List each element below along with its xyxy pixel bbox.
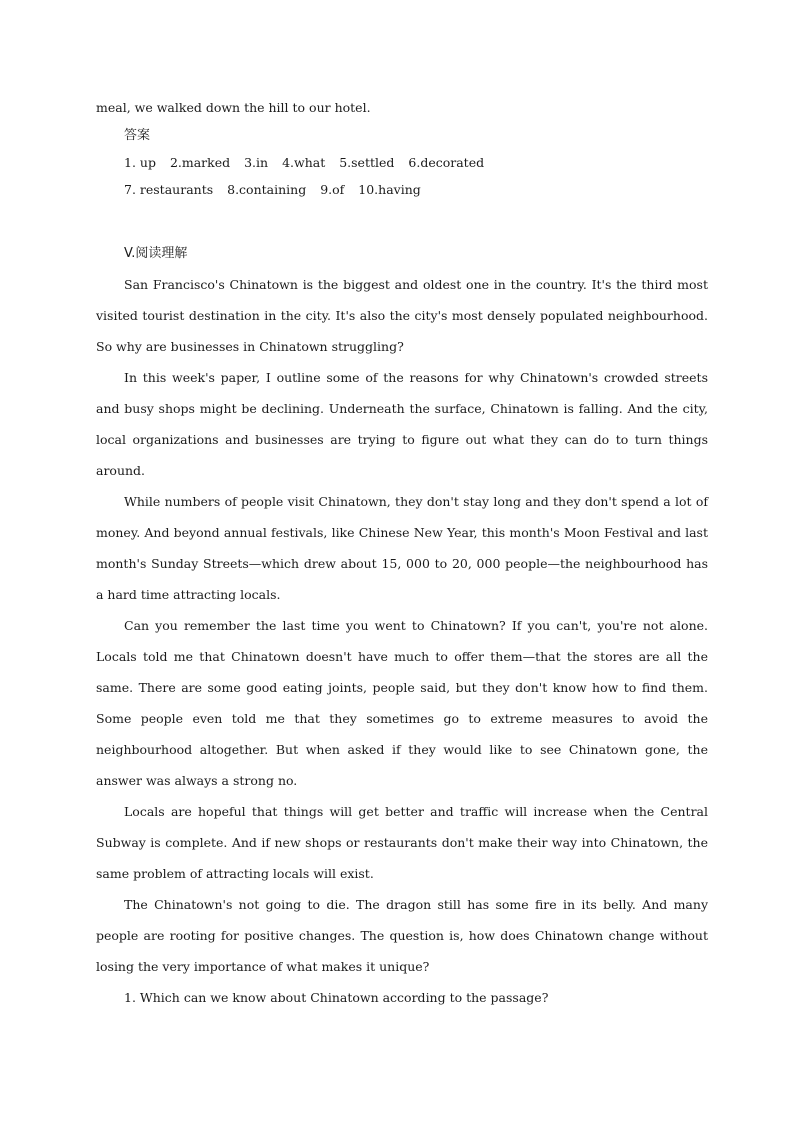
answer-item: 10.having [358,182,421,197]
answer-item: 5.settled [339,155,395,170]
answers-row-1 [96,149,708,176]
answer-item: 3.in [244,155,269,170]
answer-item: 8.containing [227,182,307,197]
previous-passage-end: meal, we walked down the hill to our hotel. [96,100,371,115]
answer-item: 4.what [282,155,326,170]
document-page [96,92,708,1013]
passage-paragraph: Can you remember the last time you went to Chinatown? If you can't, you're not alone. Locals told me that Chinatown doesn't have much to offer them—that the stores are all the same. There are some good eating joints, people said, but they don't know how to find them. Some people even told me that they sometimes go to extreme measures to avoid the neighbourhood altogether. But when asked if they would like to see Chinatown gone, the answer was always a strong no. [96,618,708,788]
answer-heading: 答案 [124,128,151,143]
passage-paragraph: The Chinatown's not going to die. The dragon still has some fire in its belly. And many people are rooting for positive changes. The question is, how does Chinatown change without losing the very importance of what makes it unique? [96,897,708,974]
answer-item: 6.decorated [408,155,485,170]
passage-paragraph: While numbers of people visit Chinatown, they don't stay long and they don't spend a lot of money. And beyond annual festivals, like Chinese New Year, this month's Moon Festival and last month's Sunday Streets—which drew about 15, 000 to 20, 000 people—the neighbourhood has a hard time attracting locals. [96,494,708,602]
answers-row-2 [96,176,708,203]
passage-paragraph: San Francisco's Chinatown is the biggest and oldest one in the country. It's the third most visited tourist destination in the city. It's also the city's most densely populated neighbourhood. So why are businesses in Chinatown struggling? [96,277,708,354]
section-title: V.阅读理解 [124,246,188,261]
answer-item: 7. restaurants [124,182,214,197]
answer-item: 1. up [124,155,156,170]
answer-item: 2.marked [169,155,231,170]
answer-item: 9.of [320,182,345,197]
question-1: 1. Which can we know about Chinatown according to the passage? [124,990,549,1005]
passage-paragraph: In this week's paper, I outline some of the reasons for why Chinatown's crowded streets and busy shops might be declining. Underneath the surface, Chinatown is falling. And the city, local organizations and businesses are trying to figure out what they can do to turn things around. [96,370,708,478]
passage-paragraph: Locals are hopeful that things will get better and traffic will increase when the Central Subway is complete. And if new shops or restaurants don't make their way into Chinatown, the same problem of attracting locals will exist. [96,804,708,881]
